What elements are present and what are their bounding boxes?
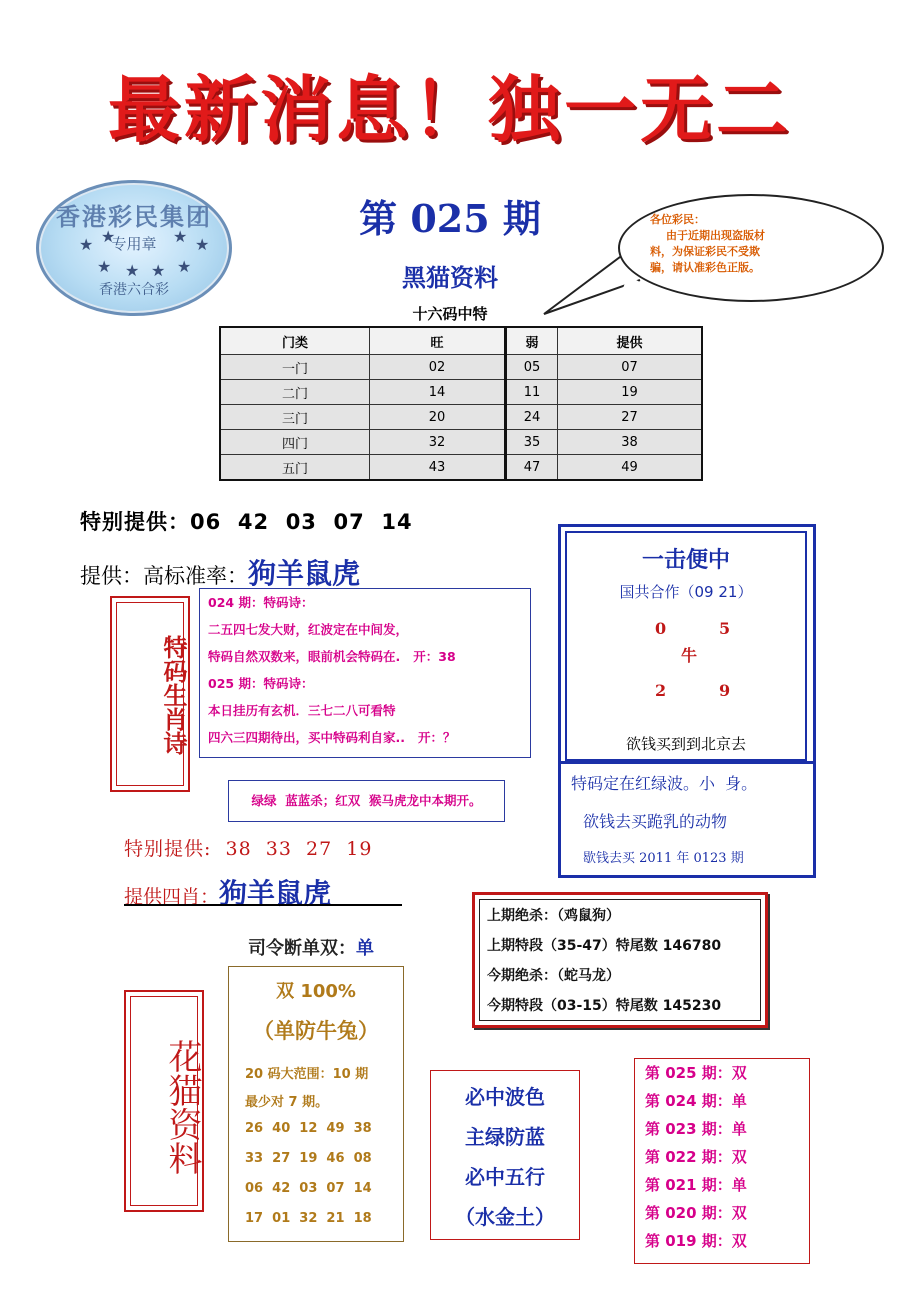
table-cell: 11: [506, 380, 558, 405]
one-hit-number: 9: [719, 681, 731, 700]
table-cell: 49: [558, 455, 703, 481]
star-icon: ★: [97, 257, 112, 276]
double-range: 20 码大范围：10 期: [245, 1067, 369, 1082]
one-hit-box: [558, 524, 816, 878]
poem-box: [199, 588, 531, 758]
table-cell: 35: [506, 430, 558, 455]
odd-even-label: 司令断单双：: [248, 938, 356, 959]
four-animals-line: [124, 872, 331, 912]
table-row: [220, 380, 702, 405]
double-row: 33 27 19 46 08: [245, 1151, 372, 1166]
one-hit-number: 0: [655, 619, 667, 638]
kill-line: 今期绝杀：（蛇马龙）: [487, 968, 620, 984]
special-offer-2: 特别提供: 38 33 27 19: [124, 838, 373, 860]
table-row: [220, 355, 702, 380]
table-header: 门类: [220, 327, 370, 355]
table-cell: 07: [558, 355, 703, 380]
one-hit-number: 2: [655, 681, 667, 700]
notice-text: [650, 212, 850, 276]
table-cell: 32: [370, 430, 506, 455]
one-hit-lower-line: 欲钱去买跪乳的动物: [583, 812, 728, 831]
table-cell: 20: [370, 405, 506, 430]
period-item: 第 022 期：双: [645, 1148, 747, 1166]
table-cell: 24: [506, 405, 558, 430]
special-offer: [80, 506, 413, 536]
one-hit-number: 5: [719, 619, 731, 638]
headline: 最新消息！独一无二: [107, 67, 792, 152]
poem-line: 025 期：特码诗：: [208, 676, 314, 691]
double-sub: （单防牛兔）: [253, 1019, 379, 1043]
sixteen-code-table: [219, 326, 703, 481]
poem-line: 024 期：特码诗：: [208, 595, 314, 610]
double-least: 最少对 7 期。: [245, 1095, 329, 1110]
wave-line: 主绿防蓝: [465, 1125, 545, 1149]
poem-label-box: [110, 596, 190, 792]
table-row: [220, 455, 702, 481]
table-cell: 43: [370, 455, 506, 481]
double-title: 双 100%: [276, 981, 356, 1002]
table-cell: 三门: [220, 405, 370, 430]
notice-line: 由于近期出现盗版材: [666, 229, 765, 242]
table-header: 提供: [558, 327, 703, 355]
table-cell: 05: [506, 355, 558, 380]
star-icon: ★: [151, 261, 166, 280]
one-hit-inner: [565, 531, 807, 761]
poem-line: 四六三四期待出，买中特码利自家.. 开：？: [208, 730, 456, 745]
huamao-label-box: [124, 990, 204, 1212]
odd-even-line: [248, 934, 374, 960]
period-item: 第 021 期：单: [645, 1176, 747, 1194]
kill-line: 上期特段（35-47）特尾数 146780: [487, 938, 722, 954]
kill-line: 上期绝杀：（鸡鼠狗）: [487, 908, 620, 924]
table-header: 旺: [370, 327, 506, 355]
odd-even-value: 单: [356, 938, 374, 959]
one-hit-subtitle: 国共合作（09 21）: [619, 583, 753, 601]
one-hit-lower-line: 歇钱去买 2011 年 0123 期: [583, 851, 744, 866]
table-cell: 19: [558, 380, 703, 405]
wave-line: 必中波色: [465, 1085, 545, 1109]
poem-line: 特码自然双数来，眼前机会特码在. 开：38: [208, 649, 456, 664]
double-row: 26 40 12 49 38: [245, 1121, 372, 1136]
table-cell: 一门: [220, 355, 370, 380]
one-hit-footer: 欲钱买到到北京去: [625, 735, 746, 753]
star-icon: ★: [79, 235, 94, 254]
table-cell: 14: [370, 380, 506, 405]
wave-box: [430, 1070, 580, 1240]
poem-line: 本日挂历有玄机．三七二八可看特: [208, 703, 396, 718]
table-cell: 四门: [220, 430, 370, 455]
period-item: 第 024 期：单: [645, 1092, 747, 1110]
table-row: [220, 430, 702, 455]
double-box: [228, 966, 404, 1242]
table-title: 十六码中特: [412, 305, 488, 323]
special-offer-numbers: 06 42 03 07 14: [190, 510, 413, 534]
star-icon: ★: [173, 227, 188, 246]
section-title: 黑猫资料: [402, 263, 498, 292]
accuracy-animals: 狗羊鼠虎: [248, 557, 361, 590]
star-icon: ★: [101, 227, 116, 246]
period-item: 第 023 期：单: [645, 1120, 747, 1138]
table-cell: 27: [558, 405, 703, 430]
wave-line: 必中五行: [465, 1165, 545, 1189]
poem-line: 二五四七发大财，红波定在中间发，: [208, 622, 409, 637]
four-animals-label: 提供四肖：: [124, 886, 220, 908]
table-cell: 02: [370, 355, 506, 380]
stamp-mid-text: 专用章: [111, 235, 157, 253]
double-row: 17 01 32 21 18: [245, 1211, 372, 1226]
one-hit-title: 一击便中: [641, 547, 730, 573]
accuracy-line: [80, 552, 360, 592]
period-item: 第 025 期：双: [645, 1064, 747, 1082]
notice-line: 各位彩民：: [650, 213, 705, 226]
four-animals: 狗羊鼠虎: [219, 877, 332, 910]
poem-label: 特码生肖诗: [159, 635, 188, 755]
notice-line: 骗，请认准彩色正版。: [650, 261, 760, 274]
wave-line: （水金土）: [455, 1205, 555, 1229]
table-cell: 47: [506, 455, 558, 481]
special-offer-label: 特别提供：: [80, 510, 190, 534]
stamp-top-text: 香港彩民集团: [56, 202, 212, 231]
stamp-bottom-text: 香港六合彩: [99, 282, 169, 298]
one-hit-animal: 牛: [681, 646, 698, 665]
underline: [124, 904, 402, 906]
period-item: 第 020 期：双: [645, 1204, 747, 1222]
table-header-row: [220, 327, 702, 355]
accuracy-label: 提供：高标准率：: [80, 564, 248, 588]
table-header: 弱: [506, 327, 558, 355]
one-hit-lower-line: 特码定在红绿波。小 身。: [571, 774, 758, 793]
color-kill-note: 绿绿 蓝蓝杀；红双 猴马虎龙中本期开。: [228, 780, 505, 822]
star-icon: ★: [177, 257, 192, 276]
notice-line: 料，为保证彩民不受欺: [650, 245, 760, 258]
period-list: [634, 1058, 810, 1264]
kill-line: 今期特段（03-15）特尾数 145230: [487, 998, 722, 1014]
kill-box: [472, 892, 768, 1028]
table-cell: 二门: [220, 380, 370, 405]
star-icon: ★: [125, 261, 140, 280]
huamao-label: 花猫资料: [162, 1039, 202, 1175]
bubble-tail-cover: [610, 270, 650, 310]
period-item: 第 019 期：双: [645, 1232, 747, 1250]
issue-number: 第 025 期: [359, 196, 541, 241]
table-cell: 五门: [220, 455, 370, 481]
table-row: [220, 405, 702, 430]
table-cell: 38: [558, 430, 703, 455]
one-hit-divider: [561, 761, 813, 764]
star-icon: ★: [195, 235, 210, 254]
double-row: 06 42 03 07 14: [245, 1181, 372, 1196]
